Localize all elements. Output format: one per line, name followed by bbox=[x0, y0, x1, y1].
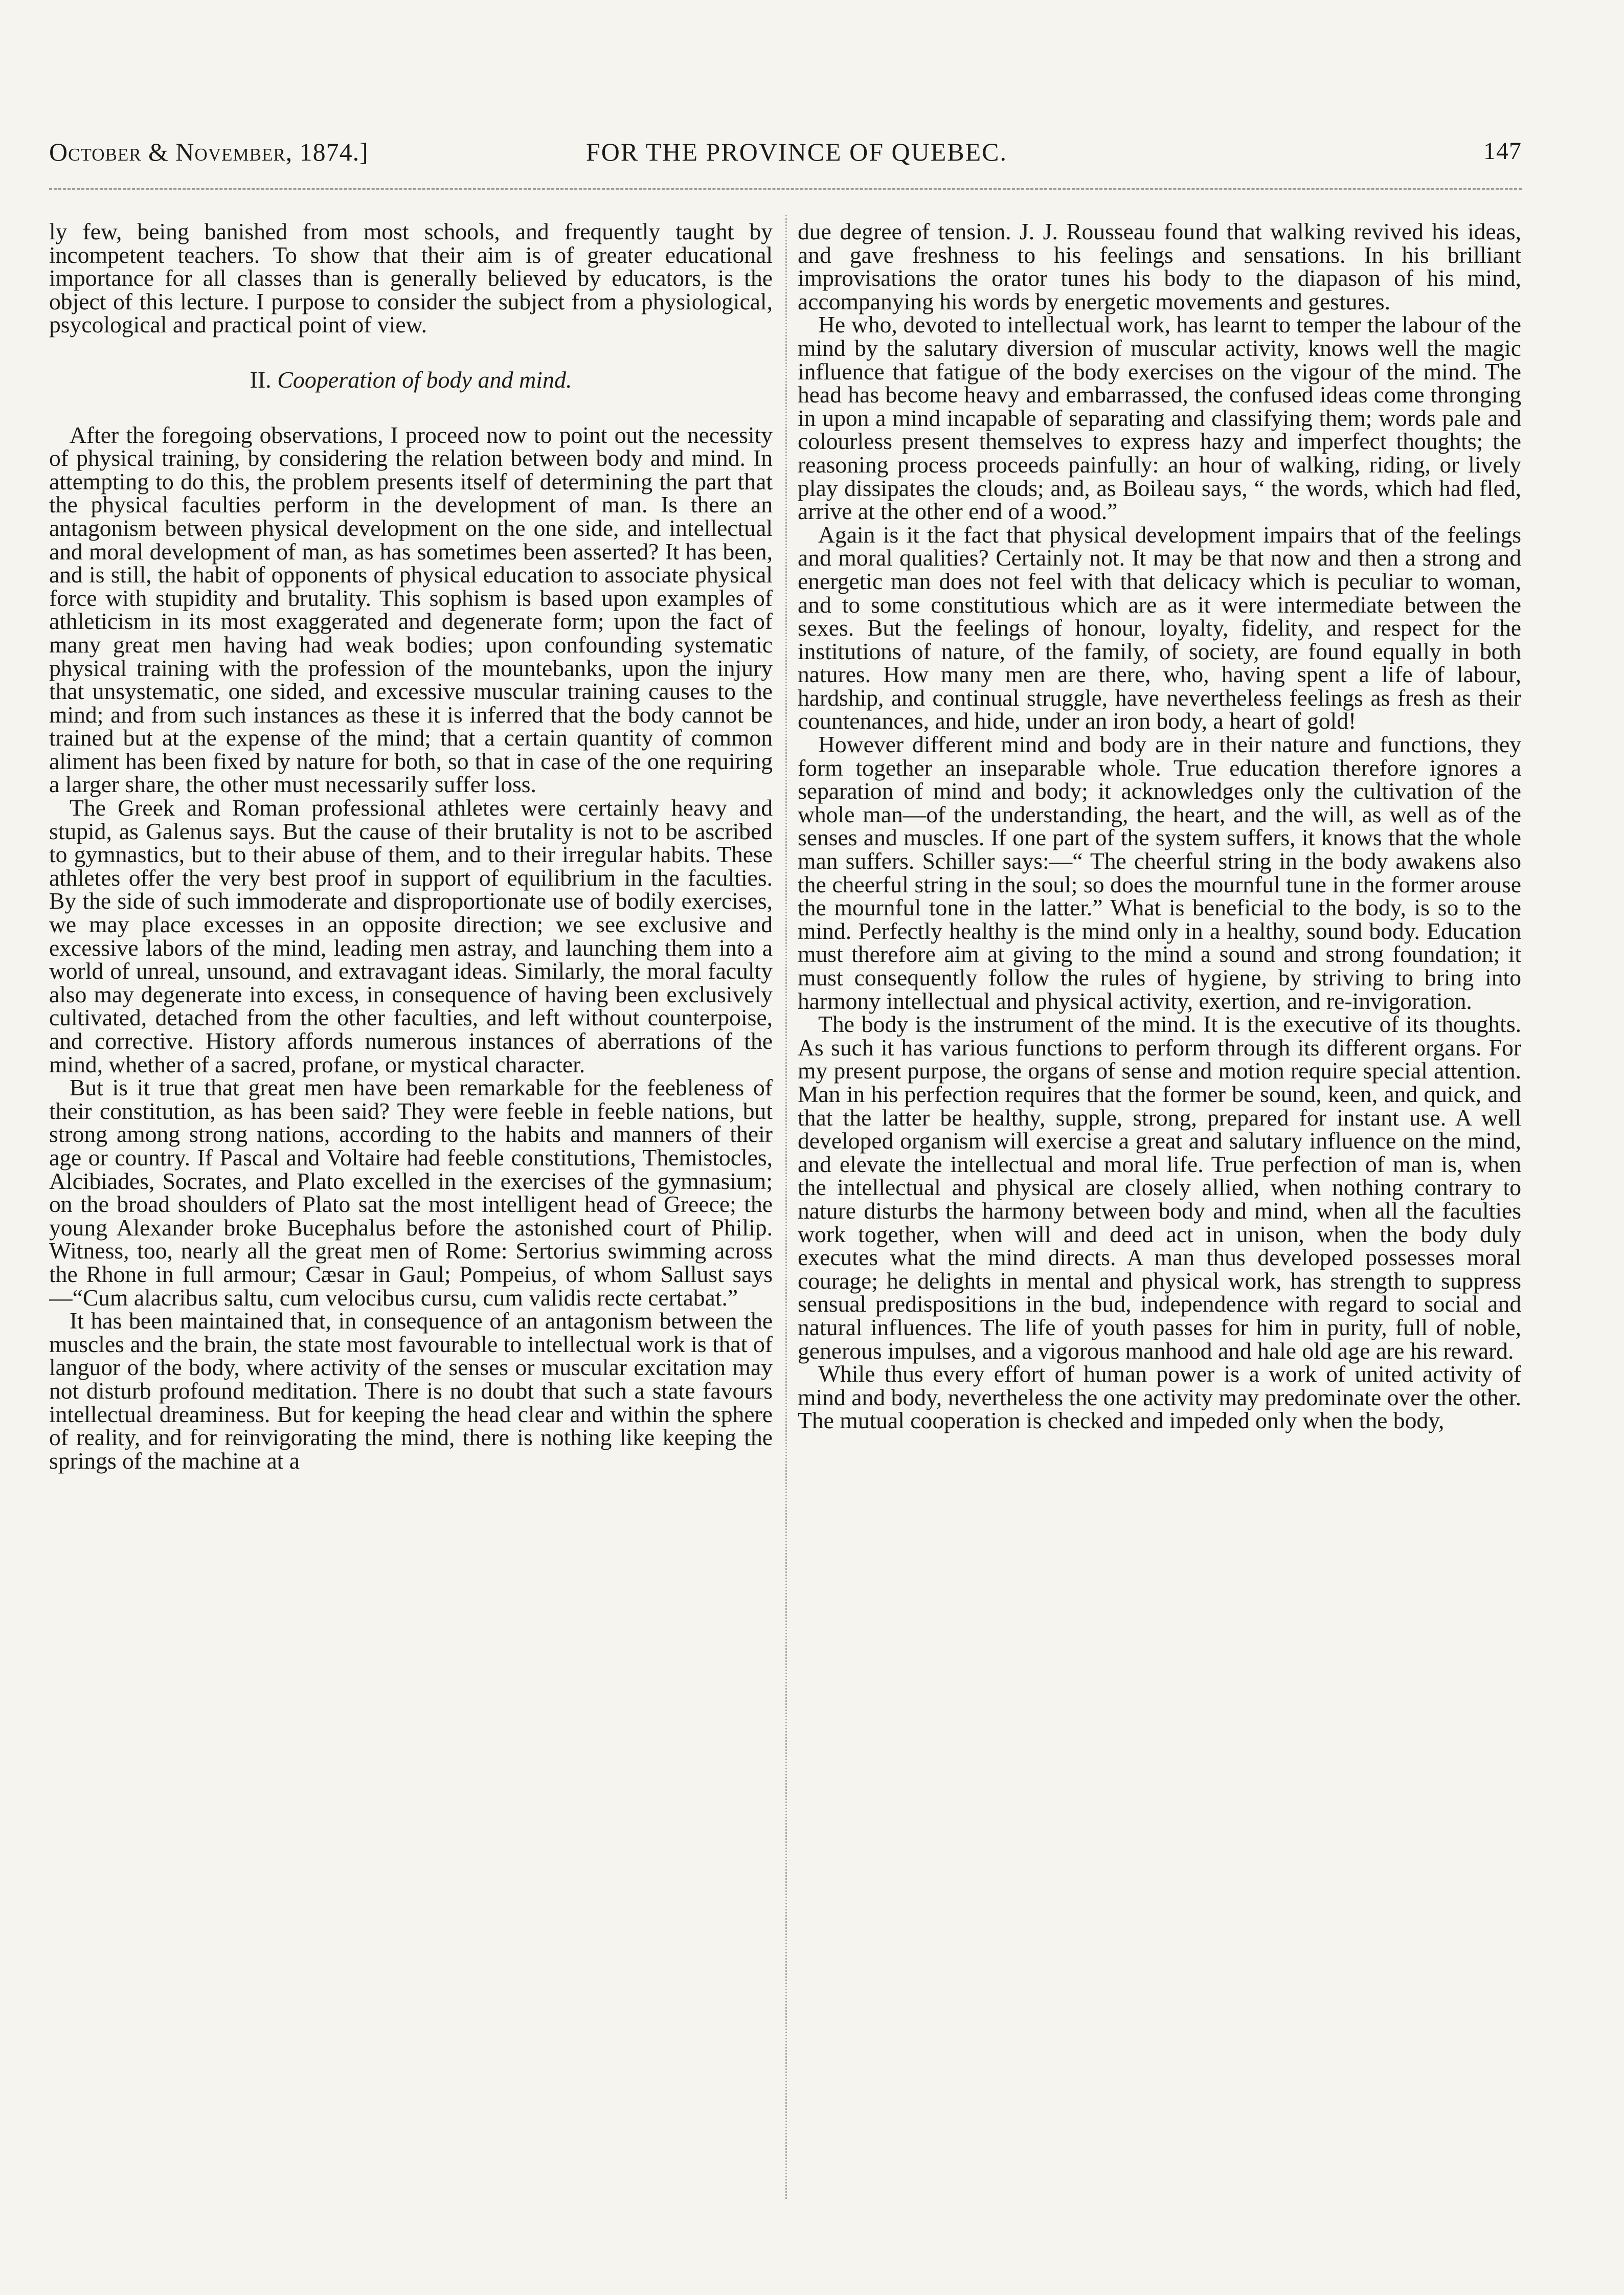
section-number: II. bbox=[250, 366, 272, 393]
paragraph: However different mind and body are in their nature and functions, they form together an inseparable whole. True education therefore ignores a separation of mind and body; it acknowledges only the cultivation of the whole man—of the understanding, the heart, and the will, as well as of the senses and muscles. If one part of the system suffers, it knows that the whole man suffers. Schiller says:—“ The cheerful string in the body awakens also the cheerful string in the soul; so does the mournful tune in the former arouse the mournful tone in the latter.” What is beneficial to the body, is so to the mind. Perfectly healthy is the mind only in a healthy, sound body. Education must therefore aim at giving to the mind a sound and strong foundation; it must consequently follow the rules of hygiene, by striving to bring into harmony intellectual and physical activity, exertion, and re-invigoration. bbox=[798, 731, 1521, 1014]
column-divider bbox=[785, 215, 787, 2199]
paragraph: While thus every effort of human power is a work of united activity of mind and body, nevertheless the one activity may predominate over the other. The mutual cooperation is checked and impeded only when the body, bbox=[798, 1361, 1521, 1434]
section-heading bbox=[49, 368, 773, 392]
paragraph: It has been maintained that, in consequence of an antagonism between the muscles and the brain, the state most favourable to intellectual work is that of languor of the body, where activity of the senses or muscular excitation may not disturb profound meditation. There is no doubt that such a state favours intellectual dreaminess. But for keeping the head clear and within the sphere of reality, and for reinvigorating the mind, there is nothing like keeping the springs of the machine at a bbox=[49, 1308, 773, 1474]
paragraph: ly few, being banished from most schools, and frequently taught by incompetent teachers. To show that their aim is of greater educational importance for all classes than is generally believed by educators, is the object of this lecture. I purpose to consider the subject from a physiological, psycological and practical point of view. bbox=[49, 220, 773, 338]
paragraph: He who, devoted to intellectual work, has learnt to temper the labour of the mind by the salutary diversion of muscular activity, knows well the magic influence that fatigue of the body exercises on the vigour of the mind. The head has become heavy and embarrassed, the confused ideas come thronging in upon a mind incapable of separating and classifying them; words pale and colourless present themselves to express hazy and imperfect thoughts; the reasoning process proceeds painfully: an hour of walking, riding, or lively play dissipates the clouds; and, as Boileau says, “ the words, which had fled, arrive at the other end of a wood.” bbox=[798, 311, 1521, 525]
section-title: Cooperation of body and mind. bbox=[277, 366, 572, 393]
header-date: October & November, 1874.] bbox=[49, 138, 369, 166]
paragraph: The body is the instrument of the mind. It is the executive of its thoughts. As such it has various functions to perform through its different organs. For my present purpose, the organs of sense and motion require special attention. Man in his perfection requires that the former be sound, keen, and quick, and that the latter be healthy, supple, strong, prepared for instant use. A well developed organism will exercise a great and salutary influence on the mind, and elevate the intellectual and moral life. True perfection of man is, when the intellectual and physical are closely allied, when nothing contrary to nature disturbs the harmony between body and mind, when all the faculties work together, when will and deed act in unison, when the body duly executes what the mind directs. A man thus developed possesses moral courage; he delights in mental and physical work, has strength to suppress sensual predispositions in the bud, independence with regard to social and natural influences. The life of youth passes for him in purity, full of noble, generous impulses, and a vigorous manhood and hale old age are his reward. bbox=[798, 1011, 1521, 1364]
page-number: 147 bbox=[1483, 138, 1522, 165]
header-title: FOR THE PROVINCE OF QUEBEC. bbox=[586, 138, 1007, 166]
header-rule bbox=[49, 188, 1522, 190]
paragraph: The Greek and Roman professional athletes were certainly heavy and stupid, as Galenus says. But the cause of their brutality is not to be ascribed to gymnastics, but to their abuse of them, and to their irregular habits. These athletes offer the very best proof in support of equilibrium in the faculties. By the side of such immoderate and disproportionate use of bodily exercises, we may place excesses in an opposite direction; we see exclusive and excessive labors of the mind, leading men astray, and launching them into a world of unreal, unsound, and extravagant ideas. Similarly, the moral faculty also may degenerate into excess, in consequence of having been exclusively cultivated, detached from the other faculties, and left without counterpoise, and corrective. History affords numerous instances of aberrations of the mind, whether of a sacred, profane, or mystical character. bbox=[49, 795, 773, 1077]
right-column bbox=[798, 220, 1521, 2199]
paragraph: Again is it the fact that physical development impairs that of the feelings and moral qualities? Certainly not. It may be that now and then a strong and energetic man does not feel with that delicacy which is peculiar to woman, and to some constitutious which are as it were intermediate between the sexes. But the feelings of honour, loyalty, fidelity, and respect for the institutions of nature, of the family, of society, are found equally in both natures. How many men are there, who, having spent a life of labour, hardship, and continual struggle, have nevertheless feelings as fresh as their countenances, and hide, under an iron body, a heart of gold! bbox=[798, 521, 1521, 734]
left-column bbox=[49, 220, 773, 2199]
paragraph: After the foregoing observations, I proceed now to point out the necessity of physical training, by considering the relation between body and mind. In attempting to do this, the problem presents itself of determining the part that the physical faculties perform in the development of man. Is there an antagonism between physical development on the one side, and intellectual and moral development of man, as has sometimes been asserted? It has been, and is still, the habit of opponents of physical education to associate physical force with stupidity and brutality. This sophism is based upon examples of athleticism in its most exaggerated and degenerate form; upon the fact of many great men having had weak bodies; upon confounding systematic physical training with the profession of the mountebanks, upon the injury that unsystematic, one sided, and excessive muscular training causes to the mind; and from such instances as these it is inferred that the body cannot be trained but at the expense of the mind; that a certain quantity of common aliment has been fixed by nature for both, so that in case of the one requiring a larger share, the other must necessarily suffer loss. bbox=[49, 421, 773, 798]
running-header bbox=[49, 137, 1522, 173]
paragraph: due degree of tension. J. J. Rousseau found that walking revived his ideas, and gave freshness to his feelings and sensations. In his brilliant improvisations the orator tunes his body to the diapason of his mind, accompanying his words by energetic movements and gestures. bbox=[798, 220, 1521, 314]
paragraph: But is it true that great men have been remarkable for the feebleness of their constitution, as has been said? They were feeble in feeble nations, but strong among strong nations, according to the habits and manners of their age or country. If Pascal and Voltaire had feeble constitutions, Themistocles, Alcibiades, Socrates, and Plato excelled in the exercises of the gymnasium; on the broad shoulders of Plato sat the most intelligent head of Greece; the young Alexander broke Bucephalus before the astonished court of Philip. Witness, too, nearly all the great men of Rome: Sertorius swimming across the Rhone in full armour; Cæsar in Gaul; Pompeius, of whom Sallust says—“Cum alacribus saltu, cum velocibus cursu, cum validis recte certabat.” bbox=[49, 1074, 773, 1311]
